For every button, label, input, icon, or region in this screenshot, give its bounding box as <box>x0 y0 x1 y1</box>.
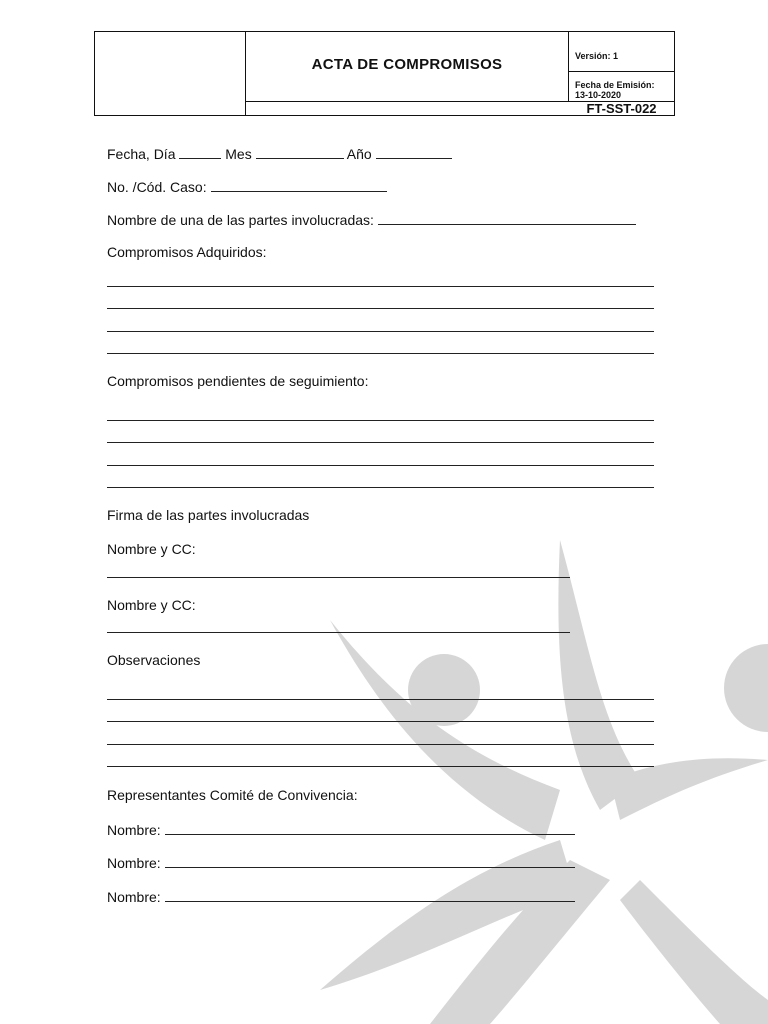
committee-name-blank[interactable] <box>165 821 575 835</box>
name-cc-line-2[interactable] <box>107 632 570 633</box>
pending-line-1[interactable] <box>107 420 654 421</box>
committee-name-label: Nombre: <box>107 855 161 871</box>
observations-line-2[interactable] <box>107 721 654 722</box>
signature-label: Firma de las partes involucradas <box>107 507 310 523</box>
day-label: Fecha, Día <box>107 146 176 162</box>
committee-name-blank[interactable] <box>165 888 575 902</box>
committee-name-blank[interactable] <box>165 854 575 868</box>
case-line <box>107 178 387 195</box>
pending-line-4[interactable] <box>107 487 654 488</box>
name-cc-label-1: Nombre y CC: <box>107 541 196 557</box>
party-name-label: Nombre de una de las partes involucradas: <box>107 212 374 228</box>
pending-line-2[interactable] <box>107 442 654 443</box>
document-title: ACTA DE COMPROMISOS <box>311 56 503 73</box>
date-line <box>107 145 452 162</box>
form-code: FT-SST-022 <box>586 101 657 116</box>
commitments-line-1[interactable] <box>107 286 654 287</box>
version-label: Versión: 1 <box>575 51 619 61</box>
name-cc-label-2: Nombre y CC: <box>107 597 196 613</box>
party-name-line <box>107 211 636 228</box>
year-blank[interactable] <box>376 145 452 159</box>
day-blank[interactable] <box>179 145 221 159</box>
commitments-line-4[interactable] <box>107 353 654 354</box>
observations-label: Observaciones <box>107 652 201 668</box>
year-label: Año <box>346 146 372 162</box>
observations-line-3[interactable] <box>107 744 654 745</box>
committee-name-line-3 <box>107 888 575 905</box>
committee-label: Representantes Comité de Convivencia: <box>107 787 358 803</box>
document-header-table <box>94 31 675 116</box>
case-label: No. /Cód. Caso: <box>107 179 207 195</box>
committee-name-label: Nombre: <box>107 889 161 905</box>
month-blank[interactable] <box>256 145 344 159</box>
case-blank[interactable] <box>211 178 387 192</box>
commitments-label: Compromisos Adquiridos: <box>107 244 267 260</box>
party-name-blank[interactable] <box>378 211 636 225</box>
committee-name-line-2 <box>107 854 575 871</box>
month-label: Mes <box>225 146 252 162</box>
issue-date-value: 13-10-2020 <box>575 90 622 100</box>
committee-name-label: Nombre: <box>107 822 161 838</box>
commitments-line-2[interactable] <box>107 308 654 309</box>
observations-line-1[interactable] <box>107 699 654 700</box>
observations-line-4[interactable] <box>107 766 654 767</box>
name-cc-line-1[interactable] <box>107 577 570 578</box>
commitments-line-3[interactable] <box>107 331 654 332</box>
committee-name-line-1 <box>107 821 575 838</box>
pending-line-3[interactable] <box>107 465 654 466</box>
pending-label: Compromisos pendientes de seguimiento: <box>107 373 369 389</box>
issue-date-label: Fecha de Emisión: <box>575 80 655 90</box>
